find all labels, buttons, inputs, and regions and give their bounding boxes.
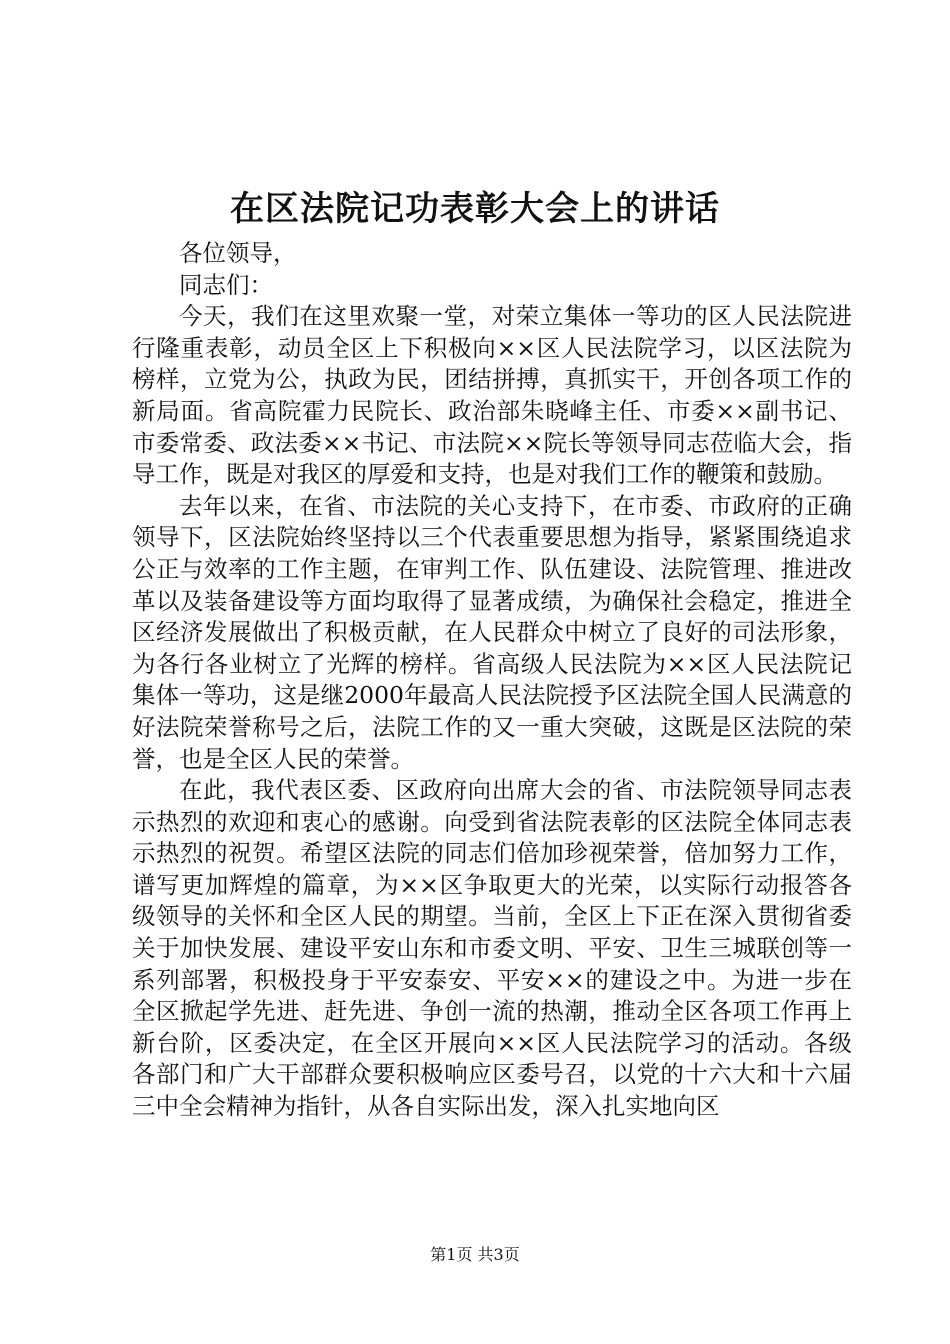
document-body — [132, 238, 852, 1123]
page-footer: 第1页 共3页 — [430, 1245, 520, 1264]
greeting-comrades: 同志们： — [179, 270, 273, 299]
paragraph-3: 在此，我代表区委、区政府向出席大会的省、市法院领导同志表示热烈的欢迎和衷心的感谢。向受到省法院表彰的区法院全体同志表示热烈的祝贺。希望区法院的同志们倍加珍视荣誉，倍加努力工作，谱写更加辉煌的篇章，为××区争取更大的光荣，以实际行动报答各级领导的关怀和全区人民的期望。当前，全区上下正在深入贯彻省委关于加快发展、建设平安山东和市委文明、平安、卫生三城联创等一系列部署，积极投身于平安泰安、平安××的建设之中。为进一步在全区掀起学先进、赶先进、争创一流的热潮，推动全区各项工作再上新台阶，区委决定，在全区开展向××区人民法院学习的活动。各级各部门和广大干部群众要积极响应区委号召，以党的十六大和十六届三中全会精神为指针，从各自实际出发，深入扎实地向区 — [132, 776, 852, 1121]
greeting-leaders: 各位领导， — [179, 239, 297, 267]
paragraph-1: 今天，我们在这里欢聚一堂，对荣立集体一等功的区人民法院进行隆重表彰，动员全区上下积极向××区人民法院学习，以区法院为榜样，立党为公，执政为民，团结拼搏，真抓实干，开创各项工作的新局面。省高院霍力民院长、政治部朱晓峰主任、市委××副书记、市委常委、政法委××书记、市法院××院长等领导同志莅临大会，指导工作，既是对我区的厚爱和支持，也是对我们工作的鞭策和鼓励。 — [132, 302, 852, 489]
paragraph-2: 去年以来，在省、市法院的关心支持下，在市委、市政府的正确领导下，区法院始终坚持以三个代表重要思想为指导，紧紧围绕追求公正与效率的工作主题，在审判工作、队伍建设、法院管理、推进改革以及装备建设等方面均取得了显著成绩，为确保社会稳定，推进全区经济发展做出了积极贡献，在人民群众中树立了良好的司法形象，为各行各业树立了光辉的榜样。省高级人民法院为××区人民法院记集体一等功，这是继2000年最高人民法院授予区法院全国人民满意的好法院荣誉称号之后，法院工作的又一重大突破，这既是区法院的荣誉，也是全区人民的荣誉。 — [132, 491, 852, 773]
document-title: 在区法院记功表彰大会上的讲话 — [230, 189, 720, 229]
